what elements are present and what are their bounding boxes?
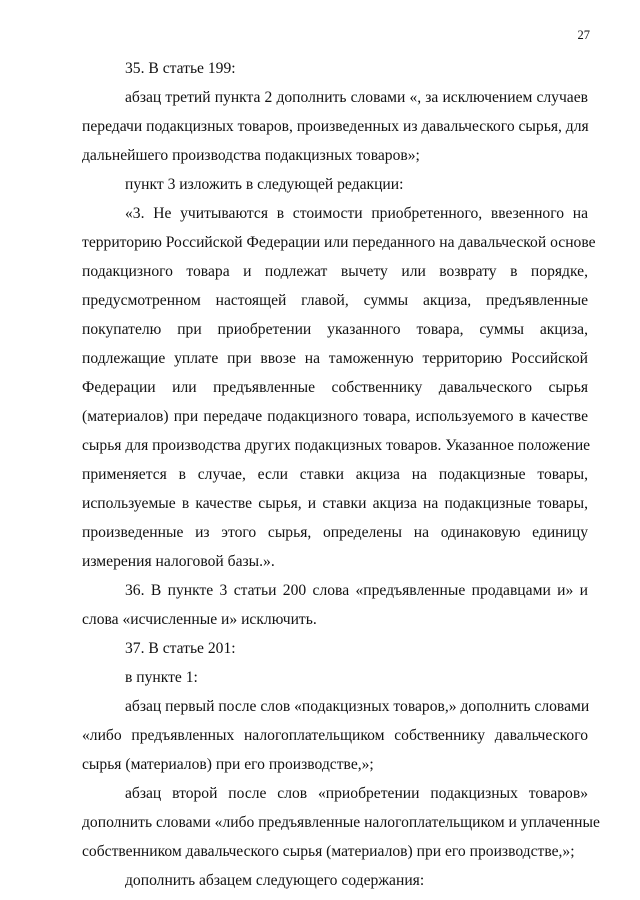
text-line: собственником давальческого сырья (материалов) при его производстве,»;	[82, 843, 575, 860]
text-line: территорию Российской Федерации или переданного на давальческой основе	[82, 234, 596, 251]
text-line: слова «исчисленные и» исключить.	[82, 611, 317, 628]
text-line: 36. В пункте 3 статьи 200 слова «предъявленные продавцами и» и	[125, 582, 588, 599]
text-line: 37. В статье 201:	[125, 640, 236, 657]
text-line: используемые в качестве сырья, и ставки акциза на подакцизные товары,	[82, 495, 588, 512]
text-line: сырья для производства других подакцизных товаров. Указанное положение	[82, 437, 591, 454]
text-line: произведенные из этого сырья, определены на одинаковую единицу	[82, 524, 588, 541]
text-line: абзац третий пункта 2 дополнить словами «, за исключением случаев	[125, 89, 588, 106]
text-line: (материалов) при передаче подакцизного товара, используемого в качестве	[82, 408, 588, 425]
text-line: 35. В статье 199:	[125, 60, 236, 77]
text-line: подакцизного товара и подлежат вычету или возврату в порядке,	[82, 263, 588, 280]
text-line: сырья (материалов) при его производстве,»;	[82, 756, 374, 773]
text-line: дальнейшего производства подакцизных товаров»;	[82, 147, 420, 164]
text-line: «либо предъявленных налогоплательщиком собственнику давальческого	[82, 727, 588, 744]
text-line: передачи подакцизных товаров, произведенных из давальческого сырья, для	[82, 118, 589, 135]
text-line: дополнить словами «либо предъявленные налогоплательщиком и уплаченные	[82, 814, 600, 831]
text-line: покупателю при приобретении указанного товара, суммы акциза,	[82, 321, 588, 338]
text-line: дополнить абзацем следующего содержания:	[125, 872, 425, 889]
text-line: пункт 3 изложить в следующей редакции:	[125, 176, 404, 193]
text-line: абзац первый после слов «подакцизных товаров,» дополнить словами	[125, 698, 590, 715]
text-line: применяется в случае, если ставки акциза на подакцизные товары,	[82, 466, 588, 483]
text-line: абзац второй после слов «приобретении подакцизных товаров»	[125, 785, 588, 802]
text-line: «3. Не учитываются в стоимости приобретенного, ввезенного на	[125, 205, 588, 222]
text-line: предусмотренном настоящей главой, суммы акциза, предъявленные	[82, 292, 588, 309]
text-line: измерения налоговой базы.».	[82, 553, 275, 570]
text-line: Федерации или предъявленные собственнику давальческого сырья	[82, 379, 588, 396]
page-number: 27	[577, 28, 590, 42]
text-line: подлежащие уплате при ввозе на таможенную территорию Российской	[82, 350, 588, 367]
text-line: в пункте 1:	[125, 669, 198, 686]
